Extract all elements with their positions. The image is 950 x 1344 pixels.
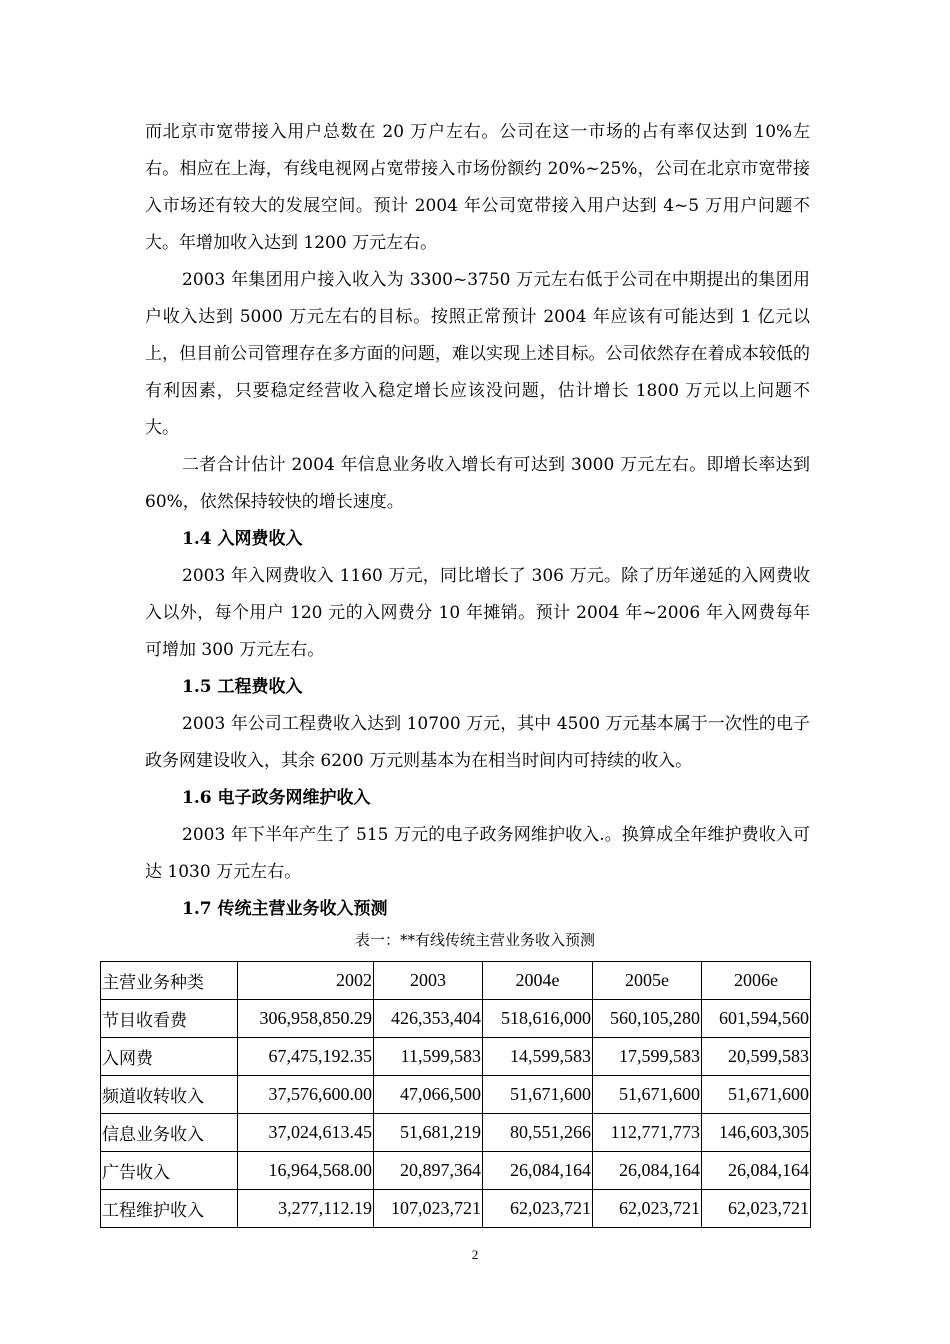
- table-cell: 107,023,721: [374, 1190, 483, 1228]
- table-row: [101, 1152, 811, 1190]
- table-caption: 表一：**有线传统主营业务收入预测: [354, 931, 595, 949]
- revenue-forecast-table: [100, 961, 811, 1228]
- table-cell: 62,023,721: [702, 1190, 811, 1228]
- paragraph-egov-maintenance: 2003 年下半年产生了 515 万元的电子政务网维护收入.。换算成全年维护费收入可达 1030 万元左右。: [145, 825, 810, 882]
- header-cell: 2003: [374, 962, 483, 1000]
- row-label: 广告收入: [101, 1152, 238, 1190]
- paragraph-engineering-fee: 2003 年公司工程费收入达到 10700 万元，其中 4500 万元基本属于一次性的电子政务网建设收入，其余 6200 万元则基本为在相当时间内可持续的收入。: [145, 714, 810, 771]
- section-heading-1-4: 1.4 入网费收入: [182, 529, 303, 549]
- paragraph-group-users: 2003 年集团用户接入收入为 3300~3750 万元左右低于公司在中期提出的集团用户收入达到 5000 万元左右的目标。按照正常预计 2004 年应该有可能达到 1 亿元以上，但目前公司管理存在多方面的问题，难以实现上述目标。公司依然存在着成本较低的有利因素，只要稳定经营收入稳定增长应该没问题，估计增长 1800 万元以上问题不大。: [145, 270, 810, 438]
- paragraph-broadband: 而北京市宽带接入用户总数在 20 万户左右。公司在这一市场的占有率仅达到 10%左右。相应在上海，有线电视网占宽带接入市场份额约 20%~25%，公司在北京市宽带接入市场还有较大的发展空间。预计 2004 年公司宽带接入用户达到 4~5 万用户问题不大。年增加收入达到 1200 万元左右。: [145, 122, 810, 253]
- table-cell: 51,671,600: [593, 1076, 702, 1114]
- table-cell: 20,599,583: [702, 1038, 811, 1076]
- paragraph-info-total: 二者合计估计 2004 年信息业务收入增长有可达到 3000 万元左右。即增长率达到 60%，依然保持较快的增长速度。: [145, 455, 810, 512]
- table-cell: 51,681,219: [374, 1114, 483, 1152]
- table-cell: 67,475,192.35: [238, 1038, 374, 1076]
- table-cell: 3,277,112.19: [238, 1190, 374, 1228]
- table-header-row: [101, 962, 811, 1000]
- header-cell: 2005e: [593, 962, 702, 1000]
- table-row: [101, 1000, 811, 1038]
- table-row: [101, 1038, 811, 1076]
- table-cell: 112,771,773: [593, 1114, 702, 1152]
- row-label: 入网费: [101, 1038, 238, 1076]
- table-cell: 47,066,500: [374, 1076, 483, 1114]
- table-cell: 37,576,600.00: [238, 1076, 374, 1114]
- table-cell: 51,671,600: [483, 1076, 593, 1114]
- table-cell: 306,958,850.29: [238, 1000, 374, 1038]
- table-cell: 11,599,583: [374, 1038, 483, 1076]
- table-row: [101, 1114, 811, 1152]
- table-cell: 146,603,305: [702, 1114, 811, 1152]
- table-cell: 26,084,164: [593, 1152, 702, 1190]
- table-cell: 37,024,613.45: [238, 1114, 374, 1152]
- body-text: [145, 114, 810, 928]
- section-heading-1-7: 1.7 传统主营业务收入预测: [182, 899, 388, 919]
- table-cell: 20,897,364: [374, 1152, 483, 1190]
- table-cell: 51,671,600: [702, 1076, 811, 1114]
- table-cell: 601,594,560: [702, 1000, 811, 1038]
- table-cell: 62,023,721: [593, 1190, 702, 1228]
- header-cell: 2006e: [702, 962, 811, 1000]
- row-label: 频道收转收入: [101, 1076, 238, 1114]
- table-cell: 426,353,404: [374, 1000, 483, 1038]
- table-cell: 26,084,164: [702, 1152, 811, 1190]
- table-cell: 80,551,266: [483, 1114, 593, 1152]
- row-label: 节目收看费: [101, 1000, 238, 1038]
- page-number: 2: [471, 1247, 479, 1262]
- table-cell: 518,616,000: [483, 1000, 593, 1038]
- row-label: 工程维护收入: [101, 1190, 238, 1228]
- table-cell: 560,105,280: [593, 1000, 702, 1038]
- table-cell: 26,084,164: [483, 1152, 593, 1190]
- table-cell: 14,599,583: [483, 1038, 593, 1076]
- header-cell: 2004e: [483, 962, 593, 1000]
- table-cell: 62,023,721: [483, 1190, 593, 1228]
- table-cell: 17,599,583: [593, 1038, 702, 1076]
- section-heading-1-6: 1.6 电子政务网维护收入: [182, 788, 371, 808]
- header-cell: 2002: [238, 962, 374, 1000]
- paragraph-network-fee: 2003 年入网费收入 1160 万元，同比增长了 306 万元。除了历年递延的入网费收入以外，每个用户 120 元的入网费分 10 年摊销。预计 2004 年~2006 年入网费每年可增加 300 万元左右。: [145, 566, 810, 660]
- table-row: [101, 1076, 811, 1114]
- table-cell: 16,964,568.00: [238, 1152, 374, 1190]
- header-cell: 主营业务种类: [101, 962, 238, 1000]
- section-heading-1-5: 1.5 工程费收入: [182, 677, 303, 697]
- table-row: [101, 1190, 811, 1228]
- row-label: 信息业务收入: [101, 1114, 238, 1152]
